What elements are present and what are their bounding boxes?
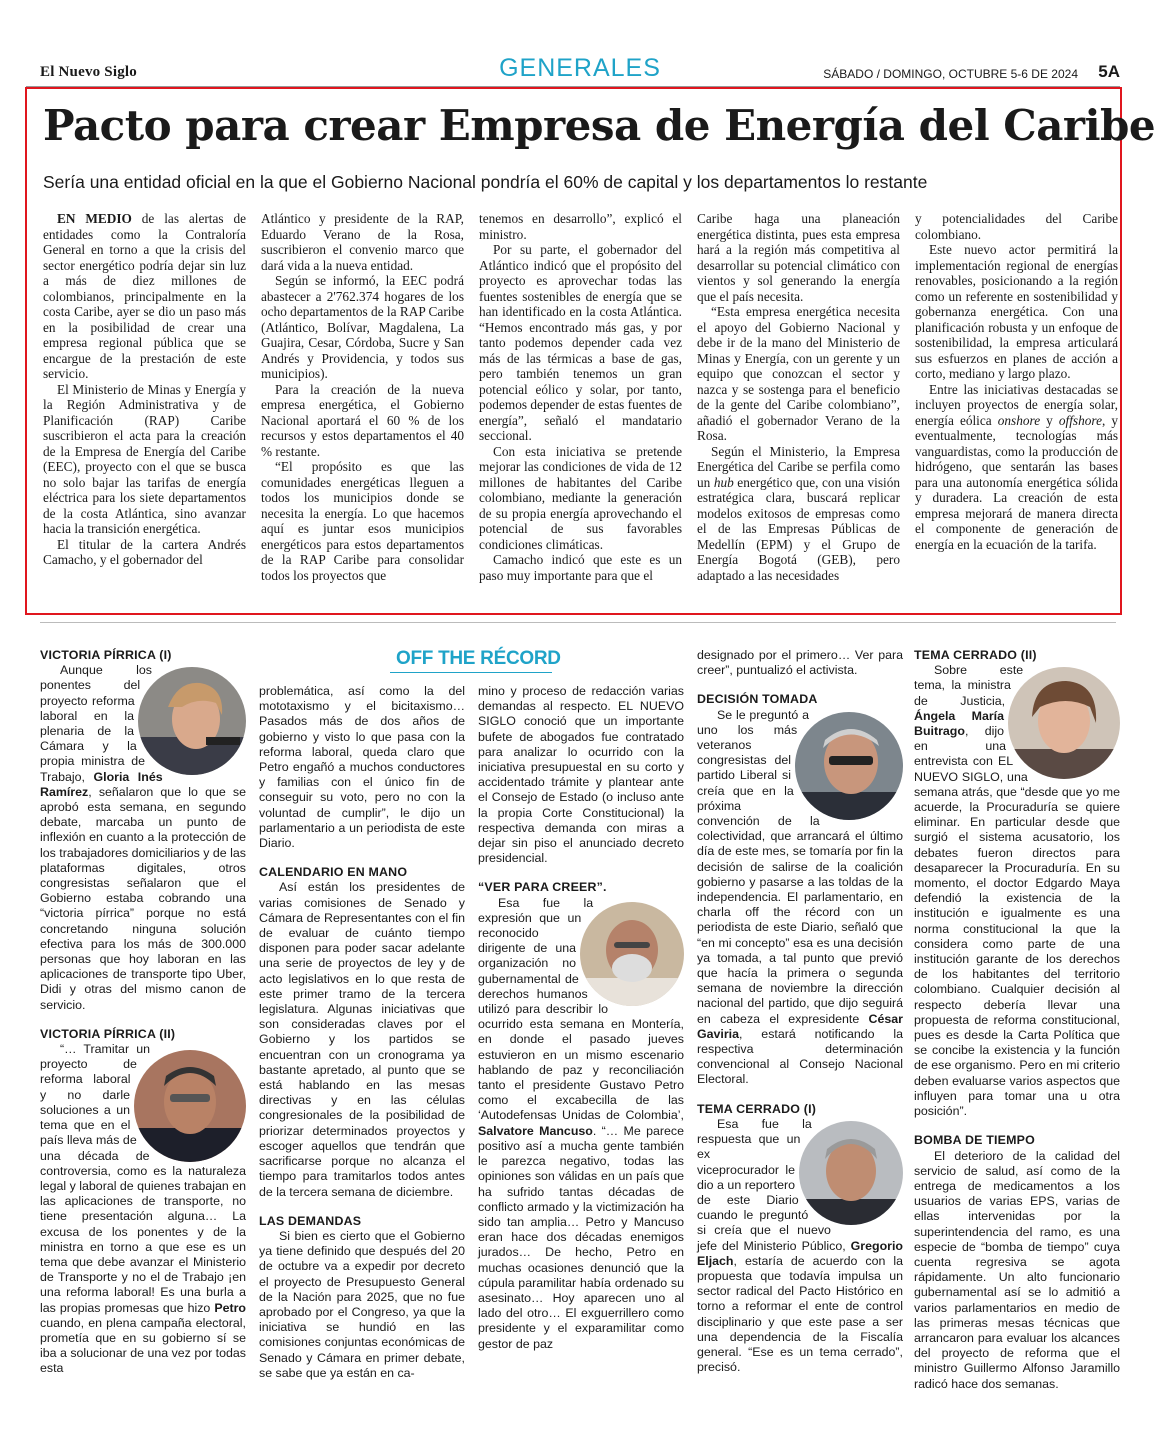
paragraph-text: Según el Ministerio, la Empresa Energética del Caribe se perfila como un	[697, 443, 900, 490]
article-paragraph: El Ministerio de Minas y Energía y la Región Administrativa y de Planificación (RAP) Caribe suscribieron el acta para la creación de la Empresa de Energía del Caribe (EEC), proyecto con el que se busca no solo bajar las tarifas de energía eléctrica para los siete departamentos de la costa Atlántica, sino avanzar hacia la transición energética.	[43, 381, 246, 536]
article-paragraph: “El propósito es que las comunidades energéticas lleguen a todos los municipios donde se necesita la energía. Lo que hacemos aquí es juntar esos municipios energéticos para estos departamentos de la RAP Caribe para consolidar todos los proyectos que	[261, 459, 464, 583]
paragraph-text: Entre las iniciativas destacadas se incluyen proyectos de energía solar, energía eólica	[915, 381, 1118, 428]
paragraph-text: energético que, con una visión estratégica clara, buscará replicar modelos exitosos de empresas como el de las Empresas Públicas de Medellín (EPM) y el Grupo de Energía Bogotá (GEB), pero adaptado a las necesidades	[697, 474, 900, 583]
paragraph-text: “… Tramitar un proyecto de reforma laboral y no darle soluciones a un tema que en el país lleva más de una década de controversia, como es la naturaleza legal y laboral de quienes trabajan en las aplicaciones de transporte, no tiene presentación alguna… La excusa de los ponentes y de la ministra en torno a que ese es un tema que debe avanzar el Ministerio de Transporte y no el de Trabajo ¡en una reforma laboral! Es una burla a las propias promesas que hizo	[40, 1042, 246, 1315]
italic-term: onshore	[997, 412, 1041, 428]
item-heading: “VER PARA CREER”.	[478, 880, 607, 895]
paragraph-text: cuando, en plena campaña electoral, prometía que en su gobierno sí se iba a solucionar de una vez por todas esta	[40, 1315, 246, 1376]
item-heading: CALENDARIO EN MANO	[259, 865, 408, 880]
item-heading: TEMA CERRADO (I)	[697, 1101, 817, 1116]
article-paragraph: Para la creación de la nueva empresa energética, el Gobierno Nacional aportará el 60 % de los recursos y estos departamentos el 40 % restante.	[261, 381, 464, 459]
paragraph-text: Esa fue la expresión que un reconocido dirigente de una organización no gubernamental de derechos humanos utilizó para describir lo ocurrido esta semana en Montería, en donde el pasado jueves estuvieron en un mismo escenario hablando de paz y reconciliación tanto el presidente Gustavo Petro como el excabecilla de las ‘Autodefensas Unidas de Colombia’,	[478, 895, 684, 1123]
italic-term: offshore	[1058, 412, 1102, 428]
item-heading: VICTORIA PÍRRICA (II)	[40, 1026, 176, 1041]
portrait-photo	[1008, 667, 1120, 779]
offrecord-column-4	[697, 648, 903, 1375]
article-paragraph: Caribe haga una planeación energética distinta, pues esta empresa hará a la región más competitiva al desarrollar su potencial climático con vientos y sol generando la energía que el país necesita.	[697, 211, 900, 304]
item-text: mino y proceso de redacción varias demandas al respecto. EL NUEVO SIGLO conoció que un importante bufete de abogados fue contratado para analizar lo ocurrido con la iniciativa presupuestal en su corto y accidentado trámite y plantear ante el Consejo de Estado (o incluso ante la propia Corte Constitucional) la respectiva demanda con miras a dejar sin piso el anunciado decreto presidencial.	[478, 684, 684, 866]
main-article	[25, 87, 1156, 615]
article-paragraph: Este nuevo actor permitirá la implementación regional de energías renovables, posicionando a la región como un referente en sostenibilidad y gobernanza energética. Con una planificación robusta y un enfoque de sostenibilidad, la empresa articulará sus esfuerzos en planes de acción a corto, mediano y largo plazo.	[915, 242, 1118, 381]
paragraph-text: , estará notificando la respectiva determinación convencional al Consejo Nacional Electoral.	[697, 1026, 903, 1087]
issue-date: SÁBADO / DOMINGO, OCTUBRE 5-6 DE 2024	[823, 67, 1078, 81]
article-paragraph	[43, 211, 246, 382]
article-paragraph: Atlántico y presidente de la RAP, Eduardo Verano de la Rosa, suscribieron el convenio marco que dará vida a la nueva entidad.	[261, 211, 464, 273]
article-headline: Pacto para crear Empresa de Energía del Caribe	[43, 101, 1156, 150]
title-underline	[390, 672, 552, 673]
person-name: Gregorio Eljach	[697, 1238, 903, 1268]
paragraph-text: , y eventualmente, tecnologías más vanguardistas, como la producción de hidrógeno, que sentarán las bases para una autonomía energética sólida y duradera. La creación de esta empresa mejorará de manera directa el componente de generación de energía en la ecuación de la tarifa.	[915, 412, 1118, 552]
article-column-2	[261, 211, 464, 583]
item-text: Así están los presidentes de varias comisiones de Senado y Cámara de Representantes con el fin de evaluar de cuánto tiempo disponen para poder sacar adelante una serie de proyectos de ley y de acto legislativos en lo que resta de este primer tramo de la tercera legislatura. Algunas iniciativas que son consideradas claves por el Gobierno y los partidos se encuentran con un cronograma ya bastante apretado, al punto que se está hablando en las mesas directivas y en las células congresionales de la posibilidad de priorizar determinados proyectos y escoger aquellos que tendrán que sacrificarse porque no alcanza el tiempo para tramitarlos todos antes de la tercera semana de diciembre.	[259, 880, 465, 1199]
off-the-record-title: OFF THE RÉCORD	[396, 648, 561, 669]
offrecord-column-3	[478, 684, 684, 1352]
article-column-4	[697, 211, 900, 583]
paragraph-text: , dijo en una entrevista con EL NUEVO SIGLO, una semana atrás, que “desde que yo me acuerde, la Procuraduría se quiere eliminar. En particular desde que surgió el sistema acusatorio, los debates fueron directos para desaparecer la Procuraduría. En su momento, el doctor Edgardo Maya defendió la existencia de la institución e igualmente es una norma constitucional la que la considera como parte de una institución garante de los derechos de los habitantes del territorio colombiano. Cualquier decisión al respecto debería llevar una propuesta de reforma constitucional, pues es desde la Carta Política que se concibe la existencia y la función de ese organismo. Pero en mi criterio deben evaluarse varios aspectos que influyen para tomar una u otra posición”.	[914, 724, 1120, 1119]
article-column-3	[479, 211, 682, 583]
article-paragraph: y potencialidades del Caribe colombiano.	[915, 211, 1118, 242]
item-heading: LAS DEMANDAS	[259, 1213, 362, 1228]
person-name: Salvatore Mancuso	[478, 1123, 593, 1138]
paragraph-text: Se le preguntó a uno los más veteranos congresistas del partido Liberal si creía que en la próxima convención de la colectividad, que arrancará el último día de este mes, se tomaría por fin la decisión de salirse de la coalición gobierno y pasarse a las toldas de la independencia. El parlamentario, en charla off the récord con un periodista de este Diario, señaló que “en mi concepto” esa es una decisión ya tomada, a tal punto que previó que hacía la primera o segunda semana de noviembre la dirección nacional del partido, que dijo seguirá en cabeza el expresidente	[697, 707, 903, 1026]
portrait-photo	[580, 902, 684, 1006]
person-name: Ángela María Buitrago	[914, 708, 1004, 739]
article-paragraph	[915, 382, 1118, 553]
paragraph-text: de las alertas de entidades como la Contraloría General en torno a que la crisis del sector energético podría dejar sin luz a más de diez millones de colombianos, principalmente en la costa Caribe, ayer se dio un paso más en la posibilidad de crear una empresa regional pública que se encargue de la prestación de este servicio.	[43, 211, 246, 381]
paragraph-text: , estaría de acuerdo con la propuesta que todavía impulsa un sector radical del Pacto Histórico en torno a reformar el ente de control disciplinario y que este pase a ser una dependencia de la Fiscalía general. “Ese es un tema cerrado”, precisó.	[697, 1253, 903, 1375]
offrecord-column-1	[40, 648, 246, 1377]
article-paragraph: Con esta iniciativa se pretende mejorar las condiciones de vida de 12 millones de habitantes del Caribe colombiano, mediante la generación de su propia energía aprovechando el potencial de sus favorables condiciones climáticas.	[479, 443, 682, 552]
item-text: designado por el primero… Ver para creer”, puntualizó el activista.	[697, 648, 903, 678]
article-paragraph	[697, 444, 900, 584]
person-name: Gloria Inés Ramírez	[40, 769, 163, 799]
article-column-5	[915, 211, 1118, 552]
article-paragraph: El titular de la cartera Andrés Camacho, y el gobernador del	[43, 536, 246, 567]
article-column-1	[43, 211, 246, 568]
page-number: 5A	[1098, 62, 1120, 81]
article-paragraph: “Esta empresa energética necesita el apoyo del Gobierno Nacional y debe ir de la mano del Ministerio de Minas y Energía, con un gerente y un equipo que conozcan el sector y nazca y se sostenga para el beneficio de la gente del Caribe colombiano”, añadió el gobernador Verano de la Rosa.	[697, 304, 900, 443]
item-heading: TEMA CERRADO (II)	[914, 648, 1037, 662]
paragraph-text: Esa fue la respuesta que un ex viceprocurador le dio a un reportero de este Diario cuando le preguntó si creía que el nuevo jefe del Ministerio Público,	[697, 1116, 851, 1253]
article-paragraph: Según se informó, la EEC podrá abastecer a 2'762.374 hogares de los ocho departamentos de la RAP Caribe (Atlántico, Bolívar, Magdalena, La Guajira, Cesar, Córdoba, Sucre y San Andrés y Providencia, y todos sus municipios).	[261, 273, 464, 381]
article-paragraph: tenemos en desarrollo”, explicó el ministro.	[479, 211, 682, 242]
offrecord-column-2	[259, 684, 465, 1381]
lead-words: EN MEDIO	[57, 211, 132, 226]
portrait-photo	[134, 1050, 246, 1162]
paragraph-text: y	[1040, 412, 1059, 428]
portrait-photo	[138, 667, 246, 775]
article-paragraph: Por su parte, el gobernador del Atlántico indicó que el propósito del proyecto es aprovechar todas las fuentes sostenibles de energía que se han identificado en la costa Atlántica. “Hemos encontrado más gas, y por tanto podemos depender cada vez más de las térmicas a base de gas, pero también tenemos un gran potencial eólico y solar, por tanto, podemos depender de estas fuentes de energía”, señaló el mandatario seccional.	[479, 242, 682, 443]
masthead	[40, 54, 1120, 86]
paragraph-text: , señalaron que lo que se aprobó esta semana, en segundo debate, marcaba un punto de inflexión en cuanto a la protección de los trabajadores domiciliarios y de las plataformas digitales, otros congresistas señalaron que el Gobierno estaba cobrando una “victoria pírrica” porque no está concretando ninguna solución efectiva para los más de 300.000 personas que hoy laboran en las aplicaciones de transporte tipo Uber, Didi y otras del mismo canon de servicio.	[40, 784, 246, 1012]
item-heading: VICTORIA PÍRRICA (I)	[40, 648, 172, 662]
paragraph-text: . “… Me parece positivo así a mucha gente también le parezca negativo, todas las opiniones son válidas en un país que ha sufrido tantas décadas de conflicto armado y la victimización ha sido tan amplia… Petro y Mancuso eran hace dos décadas enemigos jurados… De hecho, Petro en muchas ocasiones denunció que la cúpula paramilitar había ordenado su asesinato… Hoy aparecen uno al lado del otro… El exguerrillero como presidente y el exparamilitar como gestor de paz	[478, 1123, 684, 1351]
portrait-photo	[795, 712, 903, 820]
italic-term: hub	[713, 474, 734, 490]
section-divider	[40, 622, 1116, 623]
paragraph-text: Aunque los ponentes del proyecto reforma laboral en la plenaria de la Cámara y la propia ministra de Trabajo,	[40, 663, 152, 784]
section-title: GENERALES	[499, 54, 661, 82]
item-text: problemática, así como la del mototaxismo y el bicitaxismo… Pasados más de dos años de gobierno y visto lo que pasa con la reforma laboral, queda claro que Petro engañó a muchos conductores y familias con el único fin de conseguir su voto, pero no con la voluntad de cumplir”, le dijo un parlamentario a un periodista de este Diario.	[259, 684, 465, 851]
person-name: Petro	[214, 1300, 246, 1315]
item-text: El deterioro de la calidad del servicio de salud, así como de la entrega de medicamentos a los usuarios de varias EPS, varias de ellas intervenidas por la superintendencia del ramo, es una especie de “bomba de tiempo” cuya cuenta regresiva se agota rápidamente. Un alto funcionario gubernamental así se lo admitió a varios parlamentarios en medio de las primeras mesas técnicas que arrancaron para evaluar los alcances del proyecto de reforma que el ministro Guillermo Alfonso Jaramillo radicó hace dos semanas.	[914, 1148, 1120, 1391]
person-name: César Gaviria	[697, 1011, 903, 1041]
item-text: Si bien es cierto que el Gobierno ya tiene definido que después del 20 de octubre va a expedir por decreto el proyecto de Presupuesto General de la Nación para 2025, que no fue aprobado por el Congreso, ya que la iniciativa se hundió en las comisiones conjuntas económicas de Senado y Cámara en primer debate, se sabe que ya están en ca-	[259, 1228, 465, 1380]
item-heading: DECISIÓN TOMADA	[697, 692, 818, 707]
portrait-photo	[799, 1121, 903, 1225]
offrecord-column-5	[914, 648, 1120, 1392]
article-subhead: Sería una entidad oficial en la que el Gobierno Nacional pondría el 60% de capital y los departamentos lo restante	[43, 172, 928, 192]
newspaper-logo: El Nuevo Siglo	[40, 64, 137, 80]
article-paragraph: Camacho indicó que este es un paso muy importante para que el	[479, 552, 682, 583]
paragraph-text: Sobre este tema, la ministra de Justicia,	[914, 663, 1024, 708]
item-heading: BOMBA DE TIEMPO	[914, 1133, 1035, 1148]
